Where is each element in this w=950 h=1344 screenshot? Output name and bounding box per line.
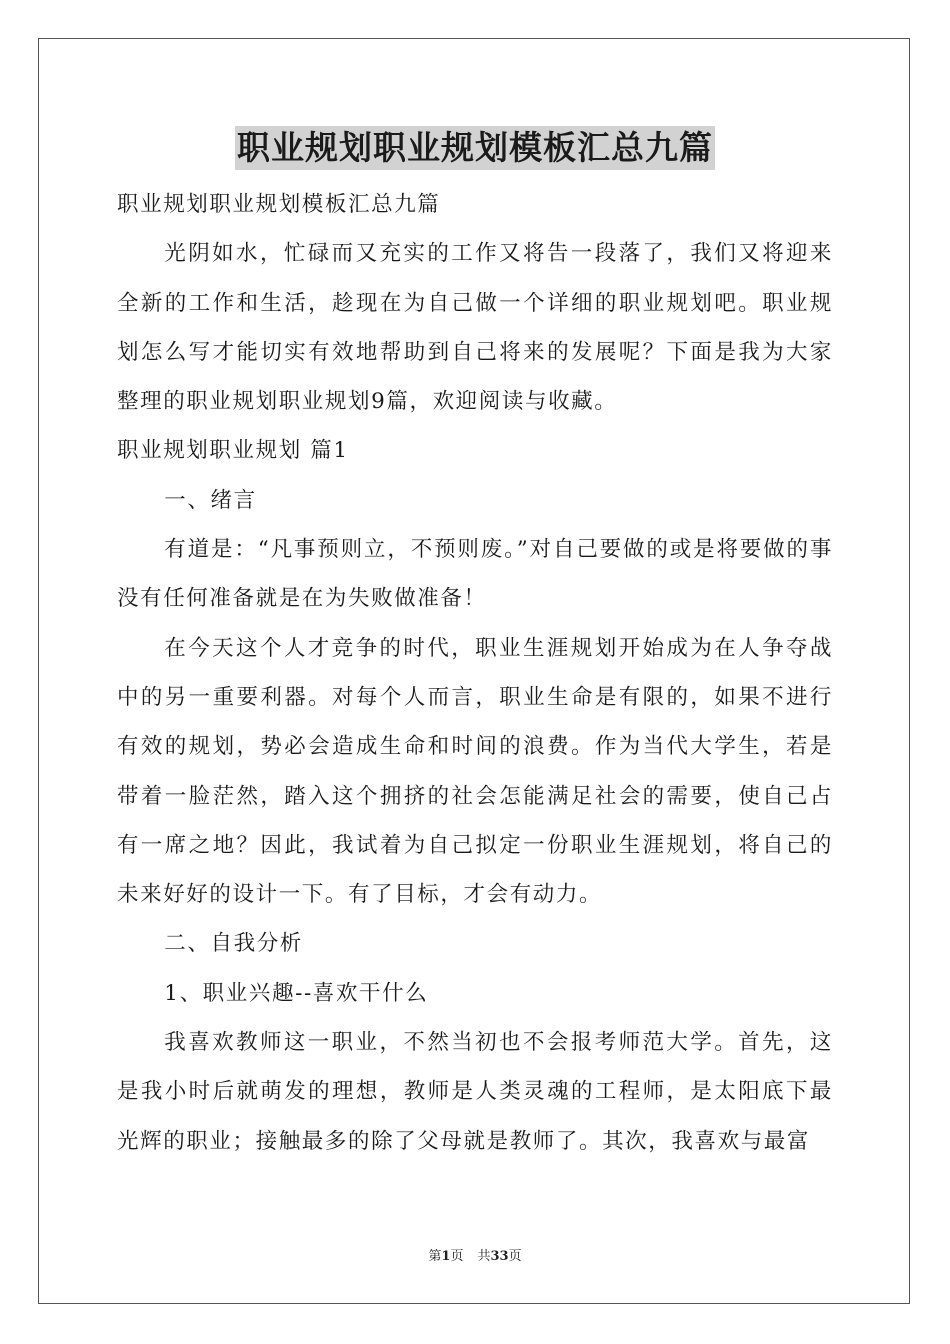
page-suffix: 页 bbox=[450, 1249, 464, 1264]
paragraph-teacher: 我喜欢教师这一职业，不然当初也不会报考师范大学。首先，这是我小时后就萌发的理想，教师是人类灵魂的工程师，是太阳底下最光辉的职业；接触最多的除了父母就是教师了。其次，我喜欢与最富 bbox=[117, 1030, 833, 1154]
total-suffix: 页 bbox=[508, 1249, 522, 1264]
page-number: 1 bbox=[441, 1249, 451, 1264]
total-prefix: 共 bbox=[477, 1249, 491, 1264]
subtitle-line: 职业规划职业规划模板汇总九篇 bbox=[117, 192, 441, 217]
page-prefix: 第 bbox=[428, 1249, 442, 1264]
document-body bbox=[117, 180, 833, 1166]
heading-self-analysis: 二、自我分析 bbox=[164, 931, 303, 957]
heading-introduction: 一、绪言 bbox=[164, 487, 257, 513]
title-container bbox=[0, 126, 950, 170]
intro-paragraph: 光阴如水，忙碌而又充实的工作又将告一段落了，我们又将迎来全新的工作和生活，趁现在为自己做一个详细的职业规划吧。职业规划怎么写才能切实有效地帮助到自己将来的发展呢？下面是我为大家整理的职业规划职业规划9篇，欢迎阅读与收藏。 bbox=[117, 241, 833, 415]
paragraph-proverb: 有道是：“凡事预则立，不预则废。”对自己要做的或是将要做的事没有任何准备就是在为失败做准备！ bbox=[117, 537, 833, 612]
heading-career-interest: 1、职业兴趣--喜欢干什么 bbox=[164, 980, 429, 1006]
section-heading: 职业规划职业规划 篇1 bbox=[117, 438, 349, 464]
document-title: 职业规划职业规划模板汇总九篇 bbox=[235, 126, 715, 170]
page-footer bbox=[0, 1248, 950, 1266]
paragraph-competition: 在今天这个人才竞争的时代，职业生涯规划开始成为在人争夺战中的另一重要利器。对每个人而言，职业生命是有限的，如果不进行有效的规划，势必会造成生命和时间的浪费。作为当代大学生，若是带着一脸茫然，踏入这个拥挤的社会怎能满足社会的需要，使自己占有一席之地？因此，我试着为自己拟定一份职业生涯规划，将自己的未来好好的设计一下。有了目标，才会有动力。 bbox=[117, 635, 833, 908]
total-pages: 33 bbox=[490, 1249, 509, 1264]
